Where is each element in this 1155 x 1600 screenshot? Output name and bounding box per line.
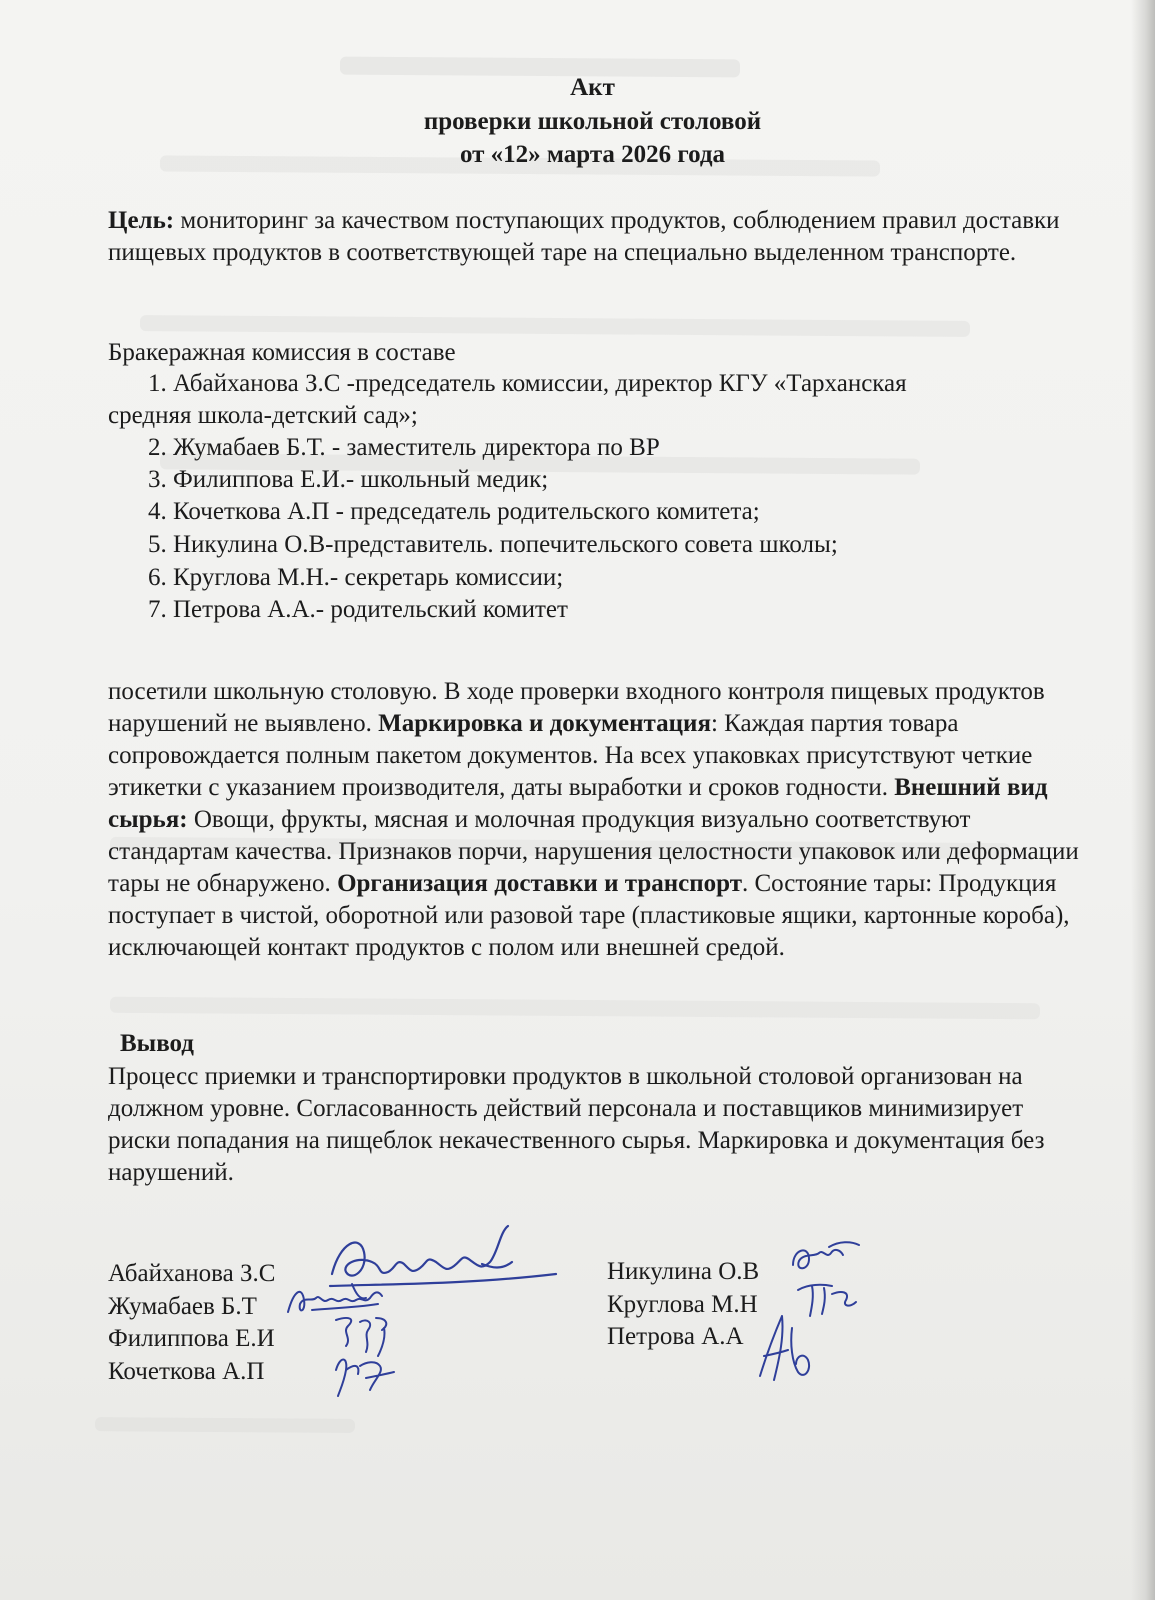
findings-intro: посетили школьную столовую. В ходе проверки входного контроля пищевых продуктов нарушений не выявлено. (108, 678, 1045, 737)
signatory-name: Абайханова З.С (108, 1260, 276, 1287)
findings-paragraph (108, 676, 1083, 964)
conclusion-heading: Вывод (120, 1030, 194, 1057)
commission-heading: Бракеражная комиссия в составе (108, 339, 456, 366)
marking-label: Маркировка и документация (378, 710, 711, 737)
commission-member: 5. Никулина О.В-представитель. попечительского совета школы; (148, 531, 838, 558)
goal-text: мониторинг за качеством поступающих продуктов, соблюдением правил доставки пищевых продуктов в соответствующей таре на специально выделенном транспорте. (108, 207, 1060, 266)
goal-paragraph (108, 205, 1068, 269)
goal-label: Цель: (108, 207, 175, 234)
appearance-text: Овощи, фрукты, мясная и молочная продукция визуально соответствуют стандартам качества. Признаков порчи, нарушения целостности упаковок или деформации тары не обнаружено. (108, 806, 1079, 897)
commission-member: 2. Жумабаев Б.Т. - заместитель директора по ВР (148, 434, 660, 461)
signatory-name: Жумабаев Б.Т (108, 1293, 257, 1320)
document-subtitle: проверки школьной столовой (423, 108, 762, 135)
delivery-text: . Состояние тары: Продукция поступает в чистой, оборотной или разовой таре (пластиковые ящики, картонные короба), исключающей контакт продуктов с полом или внешней средой. (108, 870, 1070, 961)
signatory-name: Петрова А.А (607, 1323, 744, 1350)
signature-petrova (752, 1310, 822, 1390)
signature-kochetkova (330, 1350, 400, 1400)
commission-member: 7. Петрова А.А.- родительский комитет (148, 596, 568, 623)
commission-member: 4. Кочеткова А.П - председатель родительского комитета; (148, 498, 760, 525)
show-through-shadow (95, 1417, 355, 1433)
signatory-name: Круглова М.Н (607, 1291, 758, 1318)
delivery-label: Организация доставки и транспорт (337, 870, 742, 897)
show-through-shadow (110, 997, 1040, 1019)
commission-member-continuation: средняя школа-детский сад»; (108, 402, 418, 429)
document-date: от «12» марта 2026 года (459, 141, 726, 168)
signatory-name: Кочеткова А.П (108, 1358, 265, 1385)
conclusion-paragraph: Процесс приемки и транспортировки продуктов в школьной столовой организован на должном уровне. Согласованность действий персонала и поставщиков минимизирует риски попадания на пищеблок некачественного сырья. Маркировка и документация без нарушений. (108, 1063, 1045, 1186)
appearance-label: Внешний вид сырья: (108, 774, 1048, 833)
commission-member: 1. Абайханова З.С -председатель комиссии, директор КГУ «Тарханская (148, 370, 907, 397)
signatory-name: Никулина О.В (607, 1258, 760, 1285)
signature-nikulina (785, 1235, 865, 1280)
show-through-shadow (140, 315, 970, 337)
page-edge-shadow (1131, 0, 1155, 1600)
marking-text: : Каждая партия товара сопровождается полным пакетом документов. На всех упаковках присутствуют четкие этикетки с указанием производителя, даты выработки и сроков годности. (108, 710, 1033, 801)
signatory-name: Филиппова Е.И (108, 1325, 275, 1352)
commission-member: 3. Филиппова Е.И.- школьный медик; (148, 466, 549, 493)
document-title: Акт (570, 74, 615, 101)
commission-member: 6. Круглова М.Н.- секретарь комиссии; (148, 564, 564, 591)
